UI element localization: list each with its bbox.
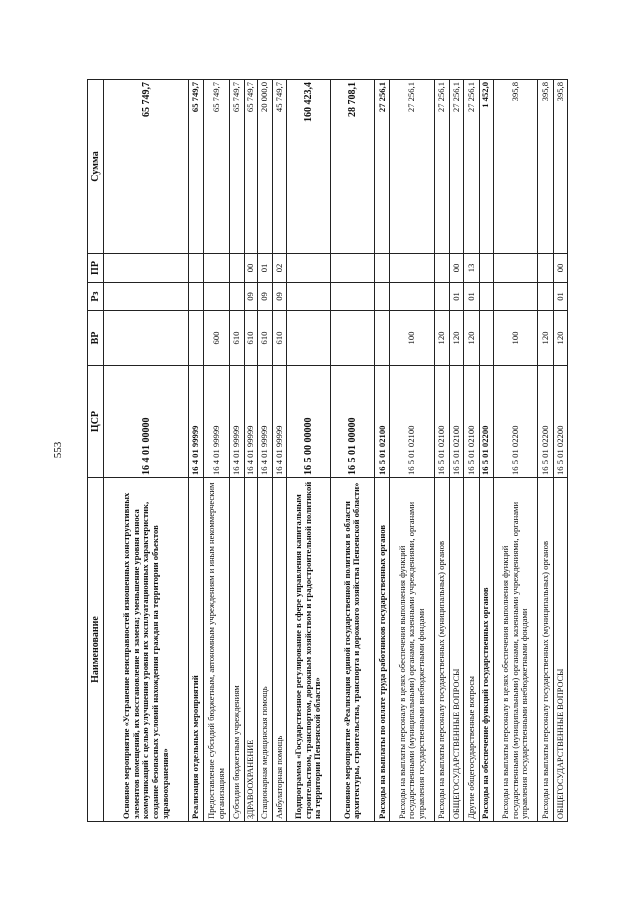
table-row (330, 80, 375, 822)
table-row (479, 80, 493, 822)
row-name: ОБЩЕГОСУДАРСТВЕННЫЕ ВОПРОСЫ (450, 478, 464, 822)
row-rz (375, 283, 390, 311)
row-sum: 27 256,1 (435, 80, 450, 254)
row-pr: 02 (272, 254, 286, 283)
row-vr (375, 311, 390, 366)
table-row (538, 80, 553, 822)
row-name: ОБЩЕГОСУДАРСТВЕННЫЕ ВОПРОСЫ (553, 478, 567, 822)
table-body (104, 80, 568, 822)
table-row (375, 80, 390, 822)
row-name: Другие общегосударственные вопросы (464, 478, 479, 822)
row-csr: 16 5 01 02100 (464, 366, 479, 478)
row-pr (375, 254, 390, 283)
row-csr: 16 5 01 02200 (553, 366, 567, 478)
row-rz (493, 283, 538, 311)
row-name: Основное мероприятие «Устранение неисправностей изношенных конструктивных элементов помещений, их восстановление и замена; уменьшение уровня износа коммуникаций с целью улучшения уровня их эксплуатационных характеристик, создание безопасных условий нахождения граждан на территории объектов здравоохранения» (104, 478, 189, 822)
table-row (390, 80, 435, 822)
row-sum: 65 749,7 (204, 80, 230, 254)
row-pr: 00 (553, 254, 567, 283)
row-sum: 28 708,1 (330, 80, 375, 254)
row-pr: 13 (464, 254, 479, 283)
row-vr: 100 (390, 311, 435, 366)
row-name: Амбулаторная помощь (272, 478, 286, 822)
header-name: Наименование (88, 478, 104, 822)
row-sum: 395,8 (493, 80, 538, 254)
table-row (450, 80, 464, 822)
row-sum: 20 000,0 (257, 80, 272, 254)
row-rz (330, 283, 375, 311)
header-pr: ПР (88, 254, 104, 283)
row-pr (493, 254, 538, 283)
row-vr: 120 (538, 311, 553, 366)
row-rz: 01 (464, 283, 479, 311)
row-name: Расходы на выплаты по оплате труда работников государственных органов (375, 478, 390, 822)
row-sum: 27 256,1 (450, 80, 464, 254)
row-sum: 45 749,7 (272, 80, 286, 254)
table-row (272, 80, 286, 822)
table-row (464, 80, 479, 822)
budget-table (87, 79, 568, 822)
row-pr (390, 254, 435, 283)
row-csr: 16 5 01 02100 (450, 366, 464, 478)
row-rz: 01 (450, 283, 464, 311)
row-sum: 395,8 (538, 80, 553, 254)
row-pr: 01 (257, 254, 272, 283)
row-vr: 100 (493, 311, 538, 366)
row-rz (230, 283, 244, 311)
row-sum: 65 749,7 (230, 80, 244, 254)
row-pr (287, 254, 331, 283)
header-row (88, 80, 104, 822)
rotated-table-container (87, 80, 568, 822)
row-csr: 16 5 01 02100 (390, 366, 435, 478)
row-vr: 610 (272, 311, 286, 366)
row-sum: 27 256,1 (464, 80, 479, 254)
row-pr (204, 254, 230, 283)
row-vr: 120 (553, 311, 567, 366)
row-csr: 16 4 01 99999 (189, 366, 204, 478)
table-row (257, 80, 272, 822)
row-name: Реализация отдельных мероприятий (189, 478, 204, 822)
row-pr: 00 (450, 254, 464, 283)
row-vr (104, 311, 189, 366)
row-csr: 16 4 01 99999 (230, 366, 244, 478)
row-csr: 16 5 01 02200 (493, 366, 538, 478)
row-name: Расходы на выплаты персоналу государственных (муниципальных) органов (435, 478, 450, 822)
row-pr (230, 254, 244, 283)
row-csr: 16 5 01 00000 (330, 366, 375, 478)
table-row (244, 80, 257, 822)
row-name: Расходы на обеспечение функций государственных органов (479, 478, 493, 822)
row-pr (435, 254, 450, 283)
row-csr: 16 4 01 99999 (272, 366, 286, 478)
row-vr: 610 (257, 311, 272, 366)
row-vr (287, 311, 331, 366)
row-sum: 65 749,7 (244, 80, 257, 254)
row-sum: 1 452,0 (479, 80, 493, 254)
row-csr: 16 5 01 02200 (479, 366, 493, 478)
table-row (435, 80, 450, 822)
row-csr: 16 4 01 99999 (244, 366, 257, 478)
row-pr (189, 254, 204, 283)
row-rz (204, 283, 230, 311)
row-rz (287, 283, 331, 311)
row-vr: 120 (450, 311, 464, 366)
row-name: Расходы на выплаты персоналу государственных (муниципальных) органов (538, 478, 553, 822)
row-vr (189, 311, 204, 366)
row-sum: 160 423,4 (287, 80, 331, 254)
table-row (493, 80, 538, 822)
row-vr: 600 (204, 311, 230, 366)
row-pr (479, 254, 493, 283)
row-sum: 65 749,7 (189, 80, 204, 254)
row-csr: 16 4 01 99999 (204, 366, 230, 478)
row-vr: 610 (230, 311, 244, 366)
row-rz: 09 (257, 283, 272, 311)
table-row (189, 80, 204, 822)
row-csr: 16 5 01 02100 (375, 366, 390, 478)
row-rz: 01 (553, 283, 567, 311)
header-csr: ЦСР (88, 366, 104, 478)
row-sum: 65 749,7 (104, 80, 189, 254)
row-name: Расходы на выплаты персоналу в целях обеспечения выполнения функций государственными (муниципальными) органами, казенными учреждениями, органами управления государственными внебюджетными фондами (390, 478, 435, 822)
row-name: Субсидии бюджетным учреждениям (230, 478, 244, 822)
page-number: 553 (52, 441, 64, 459)
row-csr: 16 4 01 99999 (257, 366, 272, 478)
row-rz (390, 283, 435, 311)
row-vr: 120 (464, 311, 479, 366)
table-row (553, 80, 567, 822)
table-row (204, 80, 230, 822)
row-name: Основное мероприятие «Реализация единой государственной политики в области архитектуры, строительства, транспорта и дорожного хозяйства Пензенской области» (330, 478, 375, 822)
row-csr: 16 5 01 02200 (538, 366, 553, 478)
header-sum: Сумма (88, 80, 104, 254)
row-name: Стационарная медицинская помощь (257, 478, 272, 822)
row-sum: 395,8 (553, 80, 567, 254)
row-vr (479, 311, 493, 366)
table-row (104, 80, 189, 822)
row-csr: 16 4 01 00000 (104, 366, 189, 478)
row-name: Расходы на выплаты персоналу в целях обеспечения выполнения функций государственными (муниципальными) органами, казенными учреждениями, органами управления государственными внебюджетными фондами (493, 478, 538, 822)
row-sum: 27 256,1 (390, 80, 435, 254)
header-vr: ВР (88, 311, 104, 366)
row-rz (104, 283, 189, 311)
row-rz (479, 283, 493, 311)
row-rz: 09 (244, 283, 257, 311)
row-name: ЗДРАВООХРАНЕНИЕ (244, 478, 257, 822)
row-pr (330, 254, 375, 283)
row-pr (104, 254, 189, 283)
row-vr: 120 (435, 311, 450, 366)
row-rz (538, 283, 553, 311)
row-pr (538, 254, 553, 283)
row-pr: 00 (244, 254, 257, 283)
row-vr (330, 311, 375, 366)
row-name: Предоставление субсидий бюджетным, автономным учреждениям и иным некоммерческим организациям (204, 478, 230, 822)
table-row (287, 80, 331, 822)
row-csr: 16 5 00 00000 (287, 366, 331, 478)
row-csr: 16 5 01 02100 (435, 366, 450, 478)
table-row (230, 80, 244, 822)
row-rz (189, 283, 204, 311)
row-rz: 09 (272, 283, 286, 311)
row-rz (435, 283, 450, 311)
header-rz: Рз (88, 283, 104, 311)
row-vr: 610 (244, 311, 257, 366)
row-sum: 27 256,1 (375, 80, 390, 254)
row-name: Подпрограмма «Государственное регулирование в сфере управления капитальным строительством, транспортом, дорожным хозяйством и градостроительной политикой на территории Пензенской области» (287, 478, 331, 822)
